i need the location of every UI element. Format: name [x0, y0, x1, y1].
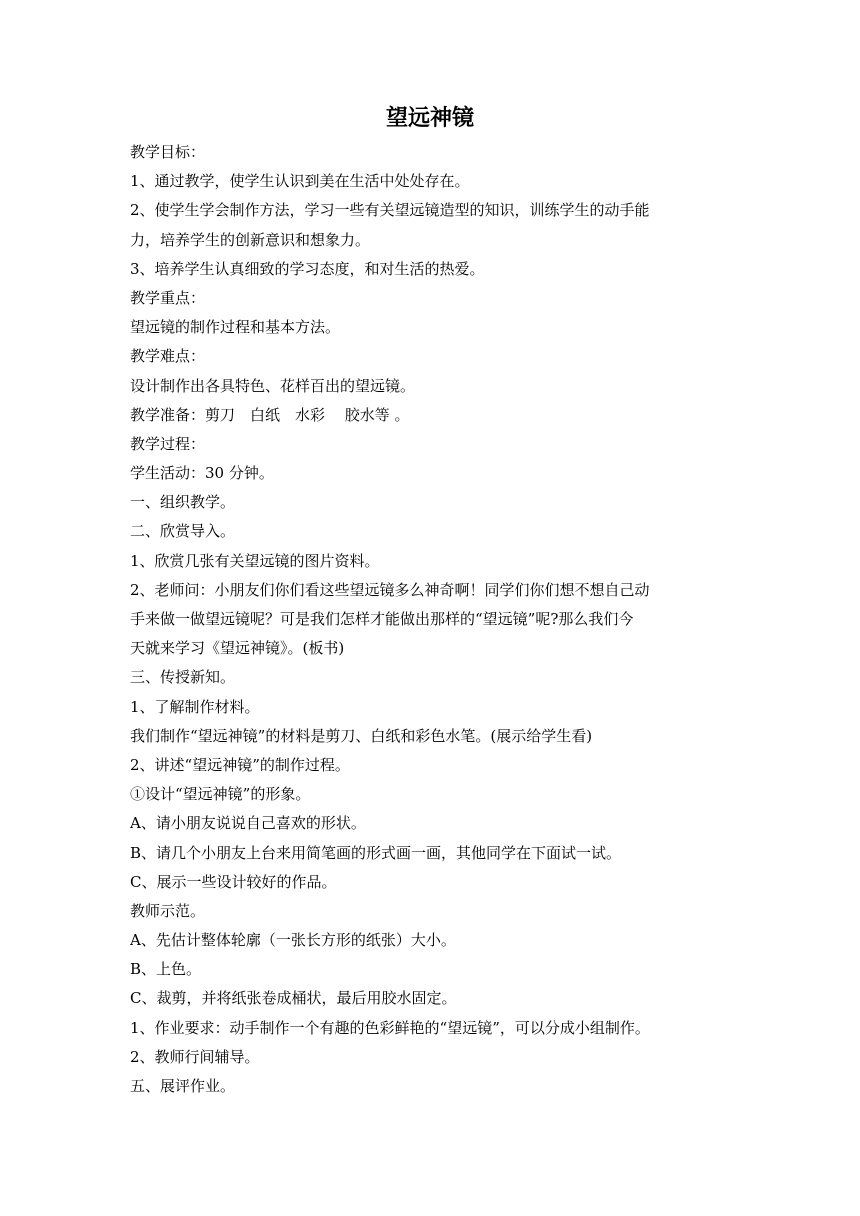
body-line: B、请几个小朋友上台来用简笔画的形式画一画，其他同学在下面试一试。	[130, 843, 622, 862]
body-line: 三、传授新知。	[130, 668, 236, 687]
body-line: 1、了解制作材料。	[130, 697, 260, 716]
body-line: 天就来学习《望远神镜》。(板书)	[130, 639, 345, 658]
body-line: C、展示一些设计较好的作品。	[130, 872, 337, 891]
document-title: 望远神镜	[385, 106, 474, 131]
body-line: 教师示范。	[130, 901, 206, 920]
body-line: 教学过程：	[130, 434, 206, 453]
body-line: 2、老师问：小朋友们你们看这些望远镜多么神奇啊！同学们你们想不想自己动	[130, 580, 650, 599]
body-line: 力，培养学生的创新意识和想象力。	[130, 230, 371, 249]
body-line: 1、通过教学，使学生认识到美在生活中处处存在。	[130, 172, 470, 191]
body-line: 我们制作“望远神镜”的材料是剪刀、白纸和彩色水笔。(展示给学生看)	[130, 726, 593, 745]
body-line: 1、欣赏几张有关望远镜的图片资料。	[130, 551, 380, 570]
body-line: 教学重点：	[130, 288, 206, 307]
body-line: 手来做一做望远镜呢？可是我们怎样才能做出那样的“望远镜”呢?那么我们今	[130, 610, 634, 628]
body-line: 学生活动：30 分钟。	[130, 464, 274, 483]
body-line: 五、展评作业。	[130, 1077, 236, 1095]
body-line: 望远镜的制作过程和基本方法。	[130, 318, 341, 337]
body-line: B、上色。	[130, 960, 202, 979]
body-line: ①设计“望远神镜”的形象。	[130, 785, 311, 804]
body-line: 教学难点：	[130, 347, 206, 366]
body-line: 2、使学生学会制作方法，学习一些有关望远镜造型的知识，训练学生的动手能	[130, 201, 650, 220]
body-line: 二、欣赏导入。	[130, 522, 236, 541]
body-line: 3、培养学生认真细致的学习态度，和对生活的热爱。	[130, 259, 485, 278]
body-line: C、裁剪，并将纸张卷成桶状，最后用胶水固定。	[130, 989, 457, 1008]
body-line: 教学目标：	[130, 143, 206, 161]
body-line: A、请小朋友说说自己喜欢的形状。	[130, 814, 366, 833]
body-line: 教学准备：剪刀 白纸 水彩 胶水等 。	[130, 405, 410, 424]
body-line: 一、组织教学。	[130, 493, 236, 512]
body-line: 1、作业要求：动手制作一个有趣的色彩鲜艳的“望远镜”，可以分成小组制作。	[130, 1018, 650, 1037]
body-line: A、先估计整体轮廓（一张长方形的纸张）大小。	[130, 931, 456, 950]
body-line: 2、讲述“望远神镜”的制作过程。	[130, 755, 350, 774]
body-line: 2、教师行间辅导。	[130, 1047, 260, 1066]
body-line: 设计制作出各具特色、花样百出的望远镜。	[130, 376, 416, 395]
document-body	[130, 138, 740, 1101]
